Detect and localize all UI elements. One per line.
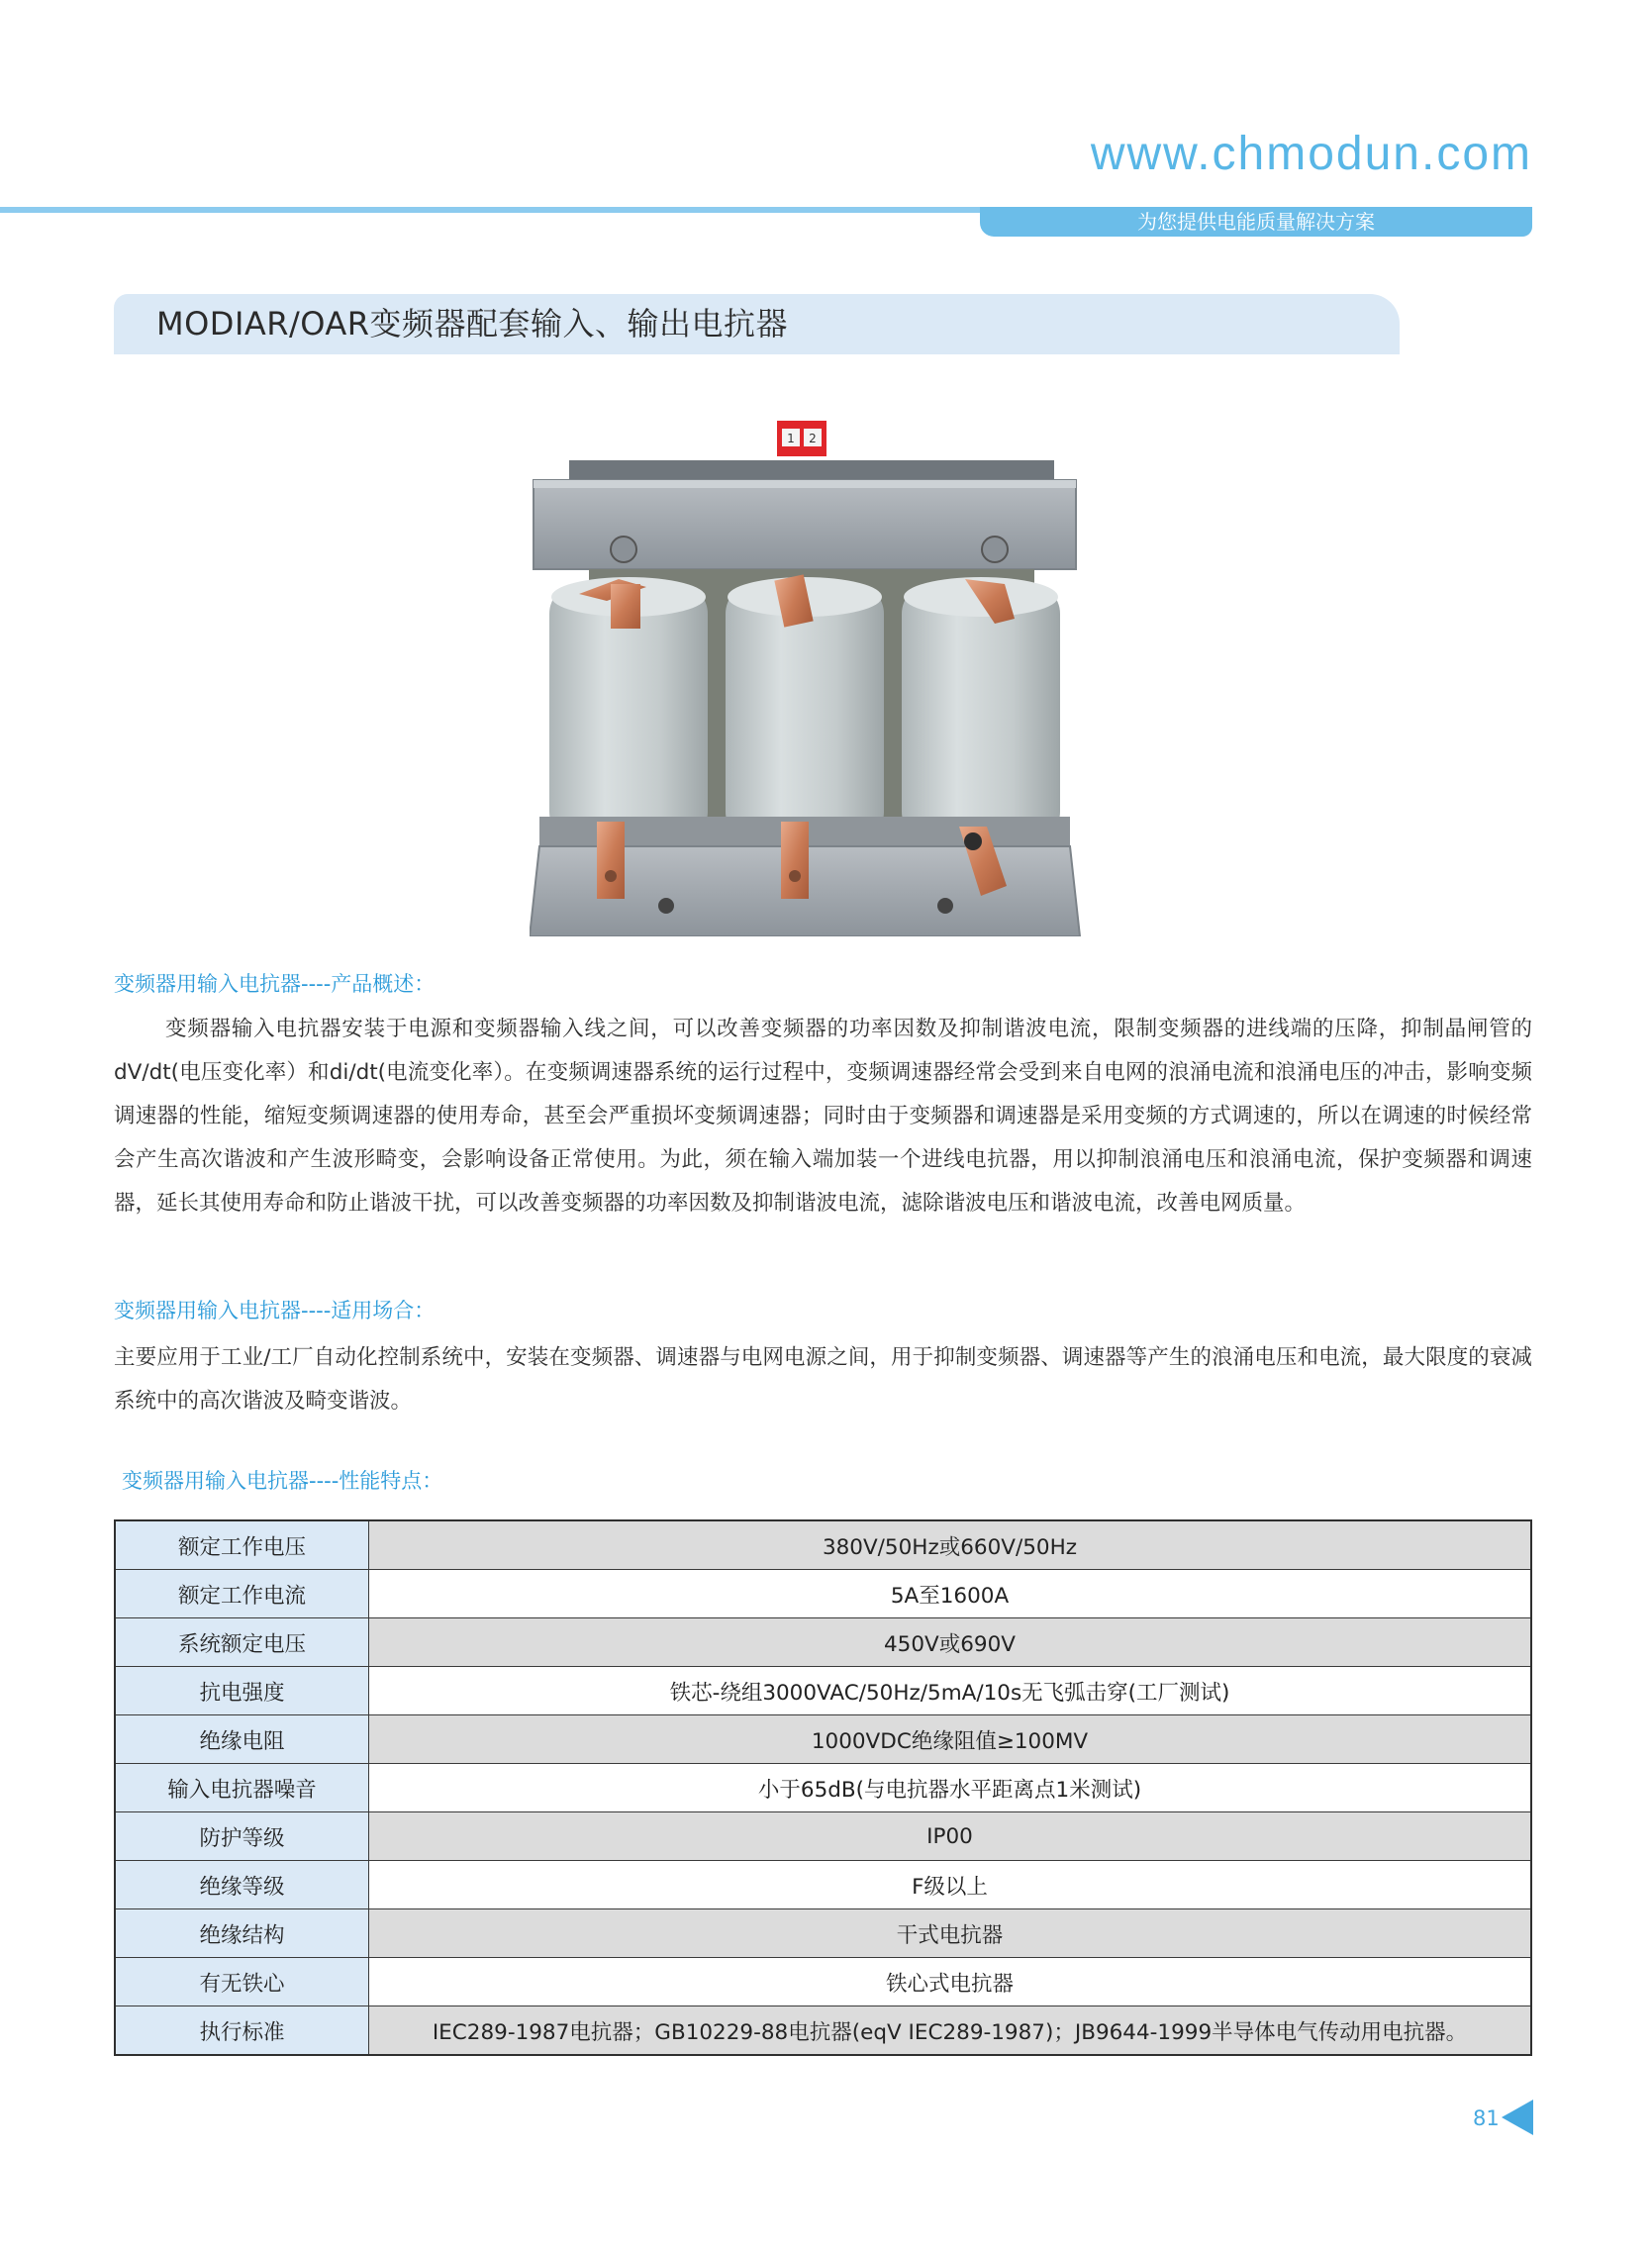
page-number: 81	[1473, 2106, 1500, 2130]
spec-value: IEC289-1987电抗器；GB10229-88电抗器(eqV IEC289-1987)；JB9644-1999半导体电气传动用电抗器。	[369, 2006, 1532, 2056]
page-title: MODIAR/OAR变频器配套输入、输出电抗器	[156, 305, 789, 342]
table-row	[115, 1570, 1531, 1618]
spec-label: 抗电强度	[115, 1667, 369, 1715]
spec-label: 输入电抗器噪音	[115, 1764, 369, 1812]
overview-line: 电压的冲击，影响变频调速器的性能，缩短变频调速器的使用寿命，甚至会严重损坏变频调速器；同时由于变频器和调速器是采用变频的	[114, 1060, 1532, 1128]
applications-line: 大限度的衰减系统中的高次谐波及畸变谐波。	[114, 1345, 1532, 1414]
table-row	[115, 1618, 1531, 1667]
spec-value: 380V/50Hz或660V/50Hz	[369, 1520, 1532, 1570]
overview-heading: 变频器用输入电抗器----产品概述：	[114, 972, 436, 996]
overview-paragraph	[114, 1008, 1532, 1225]
spec-value: F级以上	[369, 1861, 1532, 1909]
applications-line: 主要应用于工业/工厂自动化控制系统中，安装在变频器、调速器与电网电源之间，用于抑制变频器、调速器等产生的浪涌电压和电流，最	[114, 1345, 1405, 1370]
spec-label: 额定工作电压	[115, 1520, 369, 1570]
spec-value: 铁芯-绕组3000VAC/50Hz/5mA/10s无飞弧击穿(工厂测试)	[369, 1667, 1532, 1715]
spec-label: 绝缘结构	[115, 1909, 369, 1958]
applications-heading: 变频器用输入电抗器----适用场合：	[114, 1299, 436, 1322]
table-row	[115, 1909, 1531, 1958]
table-row	[115, 1812, 1531, 1861]
overview-line: 谐波电压和谐波电流，改善电网质量。	[943, 1191, 1307, 1216]
spec-label: 有无铁心	[115, 1958, 369, 2006]
overview-line: 晶闸管的dV/dt(电压变化率）和di/dt(电流变化率）。在变频调速器系统的运行过程中，变频调速器经常会受到来自电网的浪涌电流和浪涌	[114, 1017, 1532, 1085]
spec-label: 系统额定电压	[115, 1618, 369, 1667]
spec-value: 干式电抗器	[369, 1909, 1532, 1958]
table-row	[115, 1715, 1531, 1764]
spec-value: IP00	[369, 1812, 1532, 1861]
spec-value: 小于65dB(与电抗器水平距离点1米测试)	[369, 1764, 1532, 1812]
specs-table	[114, 1519, 1532, 2056]
overview-line: 方式调速的，所以在调速的时候经常会产生高次谐波和产生波形畸变，会影响设备正常使用。为此，须在输入端加装一个进线电抗器，用	[114, 1104, 1532, 1172]
table-row	[115, 1520, 1531, 1570]
page-arrow-icon	[1502, 2100, 1533, 2135]
spec-label: 执行标准	[115, 2006, 369, 2056]
spec-value: 1000VDC绝缘阻值≥100MV	[369, 1715, 1532, 1764]
terminal-label-1: 1	[787, 432, 795, 445]
spec-label: 防护等级	[115, 1812, 369, 1861]
product-photo	[530, 421, 1090, 936]
spec-value: 450V或690V	[369, 1618, 1532, 1667]
table-row	[115, 2006, 1531, 2056]
spec-value: 5A至1600A	[369, 1570, 1532, 1618]
spec-value: 铁心式电抗器	[369, 1958, 1532, 2006]
table-row	[115, 1667, 1531, 1715]
table-row	[115, 1861, 1531, 1909]
features-heading: 变频器用输入电抗器----性能特点：	[122, 1469, 443, 1493]
applications-paragraph	[114, 1336, 1532, 1423]
spec-label: 额定工作电流	[115, 1570, 369, 1618]
table-row	[115, 1764, 1531, 1812]
terminal-label-2: 2	[809, 432, 817, 445]
spec-label: 绝缘电阻	[115, 1715, 369, 1764]
overview-line: 以抑制浪涌电压和浪涌电流，保护变频器和调速器，延长其使用寿命和防止谐波干扰，可以改善变频器的功率因数及抑制谐波电流，滤除	[114, 1147, 1532, 1216]
overview-line: 变频器输入电抗器安装于电源和变频器输入线之间，可以改善变频器的功率因数及抑制谐波电流，限制变频器的进线端的压降，抑制	[165, 1017, 1445, 1041]
title-band	[114, 294, 1400, 354]
spec-label: 绝缘等级	[115, 1861, 369, 1909]
table-row	[115, 1958, 1531, 2006]
site-url: www.chmodun.com	[1090, 128, 1532, 180]
tagline-bar: 为您提供电能质量解决方案	[980, 207, 1532, 237]
